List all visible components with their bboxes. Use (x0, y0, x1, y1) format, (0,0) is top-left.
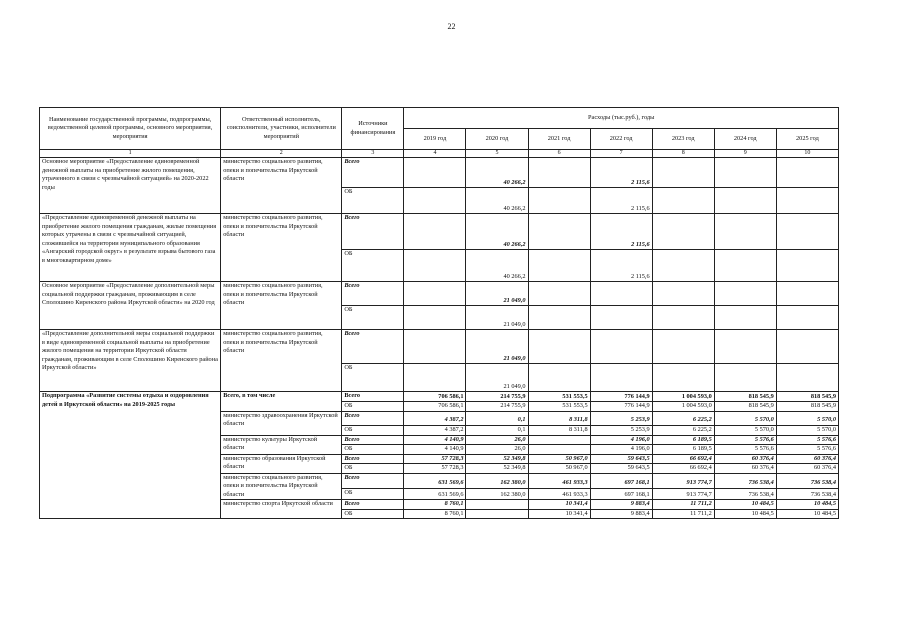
value-cell: 5 570,0 (776, 411, 838, 425)
value-cell (528, 188, 590, 214)
value-cell: 8 760,1 (404, 500, 466, 510)
value-cell: 913 774,7 (652, 488, 714, 499)
value-cell: 776 144,9 (590, 402, 652, 412)
executor-name: министерство социального развития, опеки и попечительства Иркутской области (221, 282, 342, 330)
value-cell: 40 266,2 (466, 214, 528, 250)
executor-name: Всего, в том числе (221, 392, 342, 412)
table-row (40, 214, 839, 250)
value-cell (776, 214, 838, 250)
value-cell (404, 306, 466, 330)
header-program-name: Наименование государственной программы, подпрограммы, ведомственной целевой программы, основного мероприятия, мероприятия (40, 108, 221, 150)
value-cell (528, 330, 590, 364)
value-cell: 214 755,9 (466, 402, 528, 412)
value-cell: 1 004 593,0 (652, 392, 714, 402)
value-cell: 10 341,4 (528, 500, 590, 510)
value-cell: 52 349,8 (466, 464, 528, 474)
value-cell: 531 553,5 (528, 402, 590, 412)
funding-source: ОБ (342, 464, 404, 474)
value-cell (652, 282, 714, 306)
value-cell (404, 158, 466, 188)
value-cell: 10 484,5 (714, 509, 776, 519)
value-cell: 913 774,7 (652, 473, 714, 488)
value-cell: 60 376,4 (714, 464, 776, 474)
value-cell: 4 196,0 (590, 435, 652, 445)
value-cell (776, 282, 838, 306)
value-cell (652, 250, 714, 282)
value-cell: 162 380,0 (466, 473, 528, 488)
funding-source: Всего (342, 454, 404, 464)
value-cell: 736 538,4 (776, 488, 838, 499)
value-cell: 461 933,3 (528, 488, 590, 499)
value-cell (776, 306, 838, 330)
value-cell (714, 282, 776, 306)
value-cell: 10 484,5 (776, 500, 838, 510)
value-cell: 40 266,2 (466, 158, 528, 188)
header-year: 2024 год (714, 129, 776, 150)
value-cell (776, 250, 838, 282)
funding-source: ОБ (342, 306, 404, 330)
value-cell: 4 140,9 (404, 445, 466, 455)
executor-name: министерство культуры Иркутской области (221, 435, 342, 454)
value-cell: 461 933,3 (528, 473, 590, 488)
value-cell: 2 115,6 (590, 158, 652, 188)
page-number: 22 (447, 22, 456, 31)
value-cell: 706 586,1 (404, 392, 466, 402)
value-cell (404, 250, 466, 282)
column-number: 10 (776, 150, 838, 158)
value-cell: 10 484,5 (776, 509, 838, 519)
value-cell: 60 376,4 (714, 454, 776, 464)
value-cell: 736 538,4 (714, 488, 776, 499)
value-cell (528, 445, 590, 455)
value-cell: 0,1 (466, 411, 528, 425)
value-cell: 631 569,6 (404, 488, 466, 499)
value-cell: 8 311,8 (528, 411, 590, 425)
value-cell: 10 484,5 (714, 500, 776, 510)
value-cell (652, 306, 714, 330)
value-cell: 5 570,0 (714, 411, 776, 425)
value-cell: 5 576,6 (776, 445, 838, 455)
value-cell (776, 364, 838, 392)
funding-source: Всего (342, 158, 404, 188)
value-cell (528, 250, 590, 282)
value-cell: 21 049,0 (466, 330, 528, 364)
value-cell: 736 538,4 (714, 473, 776, 488)
value-cell (528, 306, 590, 330)
value-cell: 26,0 (466, 445, 528, 455)
funding-source: Всего (342, 435, 404, 445)
value-cell: 4 387,2 (404, 411, 466, 425)
value-cell: 59 643,5 (590, 464, 652, 474)
funding-source: Всего (342, 282, 404, 306)
value-cell: 5 576,6 (776, 435, 838, 445)
value-cell: 59 643,5 (590, 454, 652, 464)
value-cell (590, 364, 652, 392)
header-year: 2022 год (590, 129, 652, 150)
subprogram-name: Подпрограмма «Развитие системы отдыха и оздоровления детей в Иркутской области» на 2019-2025 годы (40, 392, 221, 519)
value-cell (714, 214, 776, 250)
value-cell (404, 330, 466, 364)
column-number: 7 (590, 150, 652, 158)
value-cell (404, 364, 466, 392)
value-cell: 0,1 (466, 425, 528, 435)
table-row (40, 392, 839, 402)
value-cell (404, 214, 466, 250)
value-cell (652, 214, 714, 250)
value-cell (652, 158, 714, 188)
value-cell: 818 545,9 (714, 392, 776, 402)
executor-name: министерство здравоохранения Иркутской области (221, 411, 342, 435)
column-number: 4 (404, 150, 466, 158)
value-cell: 21 049,0 (466, 282, 528, 306)
value-cell: 818 545,9 (776, 402, 838, 412)
value-cell (404, 188, 466, 214)
value-cell: 40 266,2 (466, 250, 528, 282)
value-cell: 5 576,6 (714, 445, 776, 455)
value-cell (714, 158, 776, 188)
column-number: 8 (652, 150, 714, 158)
funding-source: ОБ (342, 509, 404, 519)
value-cell (714, 330, 776, 364)
column-number: 9 (714, 150, 776, 158)
value-cell: 60 376,4 (776, 454, 838, 464)
value-cell: 9 883,4 (590, 509, 652, 519)
value-cell (776, 330, 838, 364)
funding-source: Всего (342, 473, 404, 488)
value-cell (652, 188, 714, 214)
executor-name: министерство социального развития, опеки и попечительства Иркутской области (221, 473, 342, 500)
value-cell: 6 189,5 (652, 445, 714, 455)
value-cell: 52 349,8 (466, 454, 528, 464)
executor-name: министерство социального развития, опеки и попечительства Иркутской области (221, 158, 342, 214)
value-cell (714, 364, 776, 392)
value-cell: 40 266,2 (466, 188, 528, 214)
executor-name: министерство спорта Иркутской области (221, 500, 342, 519)
value-cell: 2 115,6 (590, 188, 652, 214)
value-cell (776, 158, 838, 188)
funding-source: Всего (342, 330, 404, 364)
value-cell: 531 553,5 (528, 392, 590, 402)
measure-name: «Предоставление единовременной денежной выплаты на приобретение жилого помещения гражданам, жилые помещения которых утрачены в связи с чрезвычайной ситуацией, сложившейся на территории муниципального образования «Ангарский городской округ» в результате взрыва бытового газа в многоквартирном доме» (40, 214, 221, 282)
budget-table (39, 107, 839, 519)
value-cell (652, 330, 714, 364)
value-cell (714, 250, 776, 282)
executor-name: министерство социального развития, опеки и попечительства Иркутской области (221, 214, 342, 282)
header-year: 2019 год (404, 129, 466, 150)
measure-name: «Предоставление дополнительной меры социальной поддержки в виде единовременной социальной выплаты на приобретение жилого помещения на территории Иркутской области гражданам, проживающим в селе Сполошино Киренского района Иркутской области» (40, 330, 221, 392)
table-row (40, 282, 839, 306)
header-year: 2023 год (652, 129, 714, 150)
header-year: 2020 год (466, 129, 528, 150)
measure-name: Основное мероприятие «Предоставление единовременной денежной выплаты на приобретение жилого помещения, утраченного в связи с чрезвычайной ситуацией» на 2020-2022 годы (40, 158, 221, 214)
value-cell: 5 253,9 (590, 425, 652, 435)
value-cell: 66 692,4 (652, 454, 714, 464)
value-cell (528, 435, 590, 445)
header-expenses: Расходы (тыс.руб.), годы (404, 108, 839, 129)
value-cell: 818 545,9 (776, 392, 838, 402)
value-cell: 60 376,4 (776, 464, 838, 474)
value-cell: 6 189,5 (652, 435, 714, 445)
value-cell (404, 282, 466, 306)
measure-name: Основное мероприятие «Предоставление дополнительной меры социальной поддержки гражданам, проживающим в селе Сполошино Киренского района Иркутской области» на 2020 год (40, 282, 221, 330)
funding-source: Всего (342, 411, 404, 425)
value-cell: 4 387,2 (404, 425, 466, 435)
header-year: 2021 год (528, 129, 590, 150)
value-cell: 2 115,6 (590, 250, 652, 282)
value-cell: 50 967,0 (528, 454, 590, 464)
value-cell: 214 755,9 (466, 392, 528, 402)
value-cell: 8 760,1 (404, 509, 466, 519)
value-cell: 4 196,0 (590, 445, 652, 455)
header-executor: Ответственный исполнитель, соисполнители, участники, исполнители мероприятий (221, 108, 342, 150)
value-cell (590, 282, 652, 306)
column-number: 1 (40, 150, 221, 158)
table-row (40, 330, 839, 364)
column-number: 6 (528, 150, 590, 158)
header-year: 2025 год (776, 129, 838, 150)
value-cell: 57 728,3 (404, 464, 466, 474)
value-cell: 631 569,6 (404, 473, 466, 488)
value-cell: 5 253,9 (590, 411, 652, 425)
value-cell: 11 711,2 (652, 500, 714, 510)
funding-source: Всего (342, 214, 404, 250)
funding-source: ОБ (342, 402, 404, 412)
value-cell: 776 144,9 (590, 392, 652, 402)
value-cell (466, 500, 528, 510)
value-cell: 5 570,0 (714, 425, 776, 435)
funding-source: ОБ (342, 250, 404, 282)
column-number: 5 (466, 150, 528, 158)
value-cell (714, 306, 776, 330)
value-cell: 26,0 (466, 435, 528, 445)
value-cell: 11 711,2 (652, 509, 714, 519)
funding-source: ОБ (342, 364, 404, 392)
header-sources: Источники финансирования (342, 108, 404, 150)
value-cell: 2 115,6 (590, 214, 652, 250)
value-cell: 10 341,4 (528, 509, 590, 519)
executor-name: министерство социального развития, опеки и попечительства Иркутской области (221, 330, 342, 392)
value-cell: 1 004 593,0 (652, 402, 714, 412)
value-cell: 6 225,2 (652, 425, 714, 435)
value-cell: 706 586,1 (404, 402, 466, 412)
value-cell: 6 225,2 (652, 411, 714, 425)
value-cell: 9 883,4 (590, 500, 652, 510)
value-cell (776, 188, 838, 214)
funding-source: ОБ (342, 488, 404, 499)
value-cell (466, 509, 528, 519)
value-cell: 736 538,4 (776, 473, 838, 488)
value-cell: 21 049,0 (466, 306, 528, 330)
value-cell: 5 570,0 (776, 425, 838, 435)
value-cell (590, 306, 652, 330)
value-cell (528, 364, 590, 392)
value-cell (528, 282, 590, 306)
value-cell: 5 576,6 (714, 435, 776, 445)
column-number: 3 (342, 150, 404, 158)
funding-source: Всего (342, 500, 404, 510)
value-cell: 697 168,1 (590, 473, 652, 488)
value-cell (652, 364, 714, 392)
value-cell: 162 380,0 (466, 488, 528, 499)
value-cell (528, 158, 590, 188)
value-cell (528, 214, 590, 250)
funding-source: Всего (342, 392, 404, 402)
value-cell: 8 311,8 (528, 425, 590, 435)
funding-source: ОБ (342, 188, 404, 214)
value-cell: 4 140,9 (404, 435, 466, 445)
table-row (40, 158, 839, 188)
value-cell: 50 967,0 (528, 464, 590, 474)
executor-name: министерство образования Иркутской области (221, 454, 342, 473)
funding-source: ОБ (342, 425, 404, 435)
column-number: 2 (221, 150, 342, 158)
value-cell: 21 049,0 (466, 364, 528, 392)
value-cell (590, 330, 652, 364)
value-cell: 57 728,3 (404, 454, 466, 464)
value-cell: 818 545,9 (714, 402, 776, 412)
value-cell: 66 692,4 (652, 464, 714, 474)
funding-source: ОБ (342, 445, 404, 455)
value-cell (714, 188, 776, 214)
value-cell: 697 168,1 (590, 488, 652, 499)
